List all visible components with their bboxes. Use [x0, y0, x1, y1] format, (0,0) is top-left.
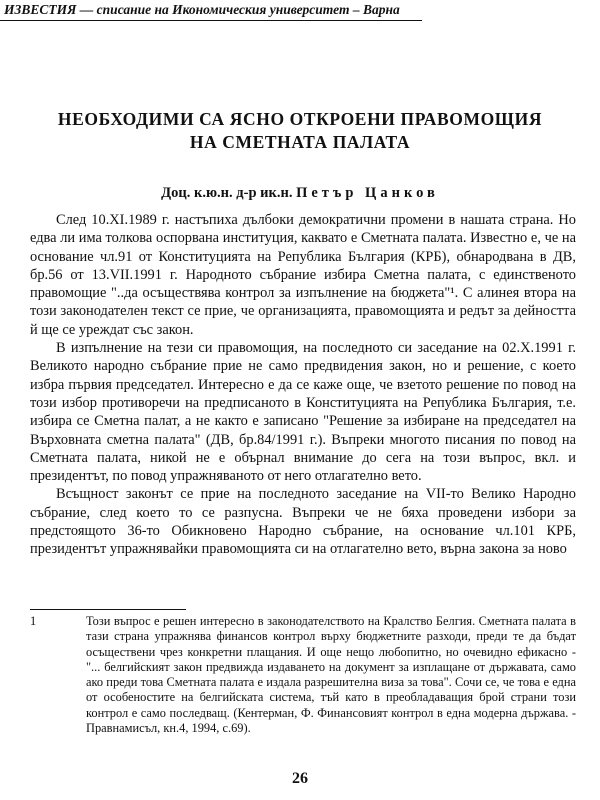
- author-name: Петър Цанков: [296, 185, 439, 201]
- footnote-text: Този въпрос е решен интересно в законодателството на Кралство Белгия. Сметната палата в тази страна упражнява финансов контрол върху бюджетните разходи, преди те да бъдат осъществени чрез конкретни плащания. И още нещо любопитно, но очевидно ефикасно - "... белгийският закон предвижда издаването на документ за изплащане от държавата, само ако преди това Сметната палата е издала разрешителна виза за това". Сочи се, че това е една от особеностите на белгийската система, тъй като в преобладаващия брой страни този контрол е само последващ. (Кентерман, Ф. Финансовият контрол в една модерна държава. - Правнамисъл, кн.4, 1994, с.69).: [86, 614, 576, 736]
- footnote: [30, 614, 576, 736]
- running-header-text: ИЗВЕСТИЯ — списание на Икономическия университет – Варна: [4, 2, 400, 17]
- article-title-line-1: НЕОБХОДИМИ СА ЯСНО ОТКРОЕНИ ПРАВОМОЩИЯ: [57, 109, 543, 129]
- article-title-line-2: НА СМЕТНАТА ПАЛАТА: [189, 132, 411, 152]
- article-body: [30, 211, 576, 559]
- page-number: 26: [292, 770, 308, 787]
- paragraph-2: В изпълнение на тези си правомощия, на последното си заседание на 02.X.1991 г. Великото народно събрание прие не само предвидения закон, но и решение, с което избра първия председател. Интересно е да се каже още, че взетото решение по повод на този избор противоречи на предписаното в Конституцията на Република България, т.е. избира се Сметна палат, а не както е записано "Решение за избиране на председател на Върховната сметна палата" (ДВ, бр.84/1991 г.). Въпреки многото писания по повод на Сметната палата, никой не е обърнал внимание до сега на този въпрос, вкл. и президентът, по повод упражняваното от него отлагателно вето.: [30, 340, 576, 485]
- footnote-number: 1: [30, 614, 37, 628]
- article-title: [0, 108, 600, 154]
- author-line: [0, 185, 600, 202]
- running-header: [0, 0, 600, 26]
- paragraph-1: След 10.XI.1989 г. настъпиха дълбоки демократични промени в нашата страна. Но едва ли има толкова оспорвана институция, каквато е Сметната палата. Известно е, че на основание чл.91 от Конституцията на Република България (КРБ), обнародвана в ДВ, бр.56 от 13.VII.1991 г. Народното събрание избира Сметна палата, с единственото правомощие "..да осъществява контрол за изпълнение на бюджета"¹. С алинея втора на този законодателен текст се прие, че организацията, правомощията и редът за дейността й ще се уреждат със закон.: [30, 212, 576, 338]
- paragraph-3: Всъщност законът се прие на последното заседание на VII-то Велико Народно събрание, след което то се разпусна. Въпреки че не бяха проведени избори за предстоящото 36-то Обикновено Народно събрание, на основание чл.101 КРБ, президентът упражнявайки правомощията си на отлагателно вето, върна закона за ново: [30, 486, 576, 558]
- author-degrees: Доц. к.ю.н. д-р ик.н.: [161, 185, 293, 201]
- footnote-rule: [30, 609, 186, 610]
- header-rule: [0, 20, 422, 21]
